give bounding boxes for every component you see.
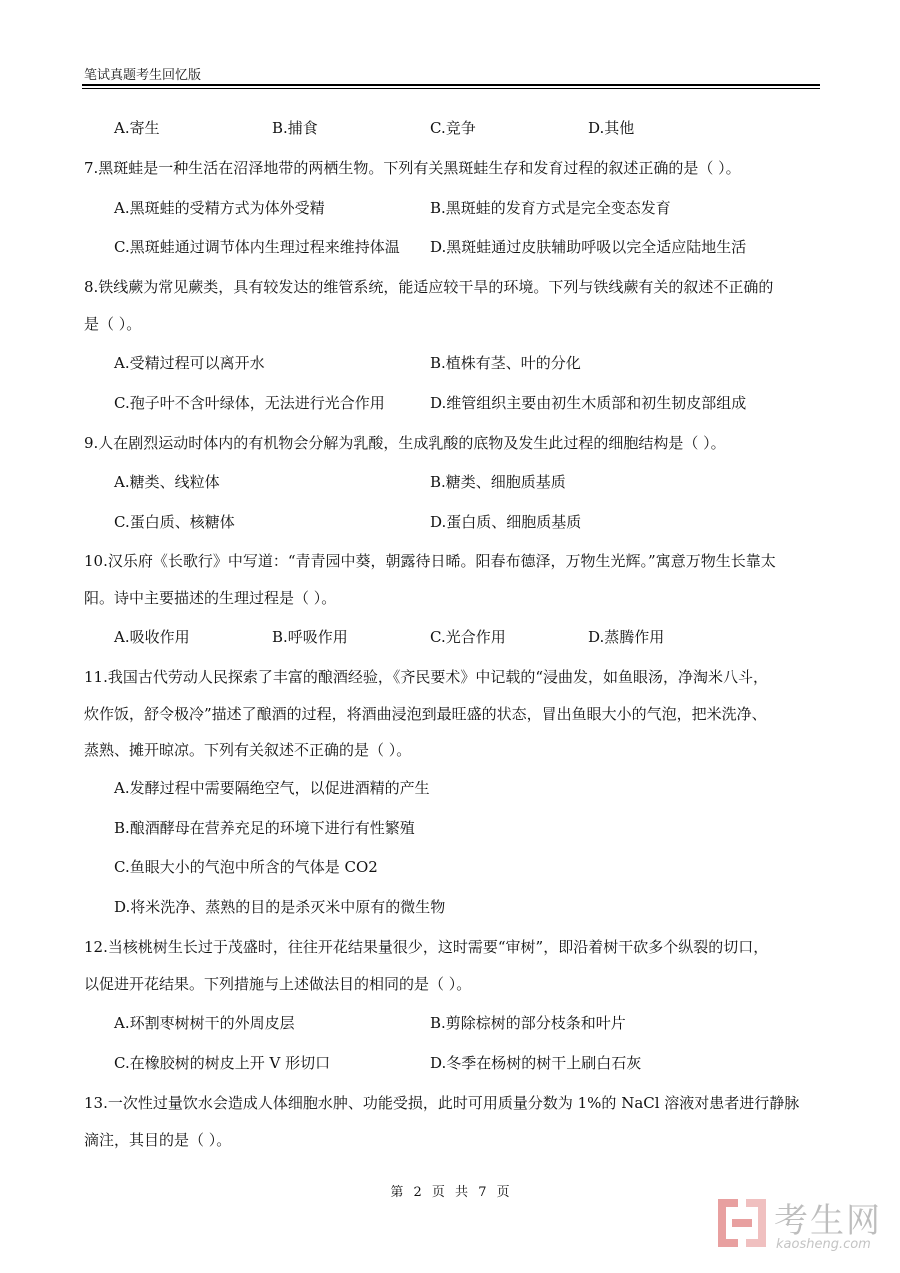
q9-option-b: B.糖类、细胞质基质: [430, 473, 566, 491]
q9-option-d: D.蛋白质、细胞质基质: [430, 513, 582, 531]
q6-option-b: B.捕食: [272, 119, 318, 137]
page-number: 第 2 页 共 7 页: [390, 1185, 510, 1200]
q12-option-d: D.冬季在杨树的树干上刷白石灰: [430, 1054, 642, 1072]
header-divider-thin: [82, 88, 820, 89]
q13-stem-line2: 滴注，其目的是（ ）。: [84, 1131, 232, 1149]
q7-option-c: C.黑斑蛙通过调节体内生理过程来维持体温: [114, 238, 400, 256]
q10-stem-line2: 阳。诗中主要描述的生理过程是（ ）。: [84, 589, 337, 607]
q9-option-c: C.蛋白质、核糖体: [114, 513, 235, 531]
q11-stem-line2: 炊作饭，舒令极冷”描述了酿酒的过程，将酒曲浸泡到最旺盛的状态，冒出鱼眼大小的气泡，把米洗净、: [84, 705, 767, 723]
q10-option-a: A.吸收作用: [114, 628, 190, 646]
q11-option-d: D.将米洗净、蒸熟的目的是杀灭米中原有的微生物: [114, 898, 446, 916]
watermark-brand: 考生网: [774, 1201, 882, 1241]
q9-stem: 9.人在剧烈运动时体内的有机物会分解为乳酸，生成乳酸的底物及发生此过程的细胞结构是（ ）。: [84, 434, 726, 452]
watermark-url: kaosheng.com: [776, 1237, 871, 1252]
q8-stem-line1: 8.铁线蕨为常见蕨类，具有较发达的维管系统，能适应较干旱的环境。下列与铁线蕨有关的叙述不正确的: [84, 278, 774, 296]
q8-option-d: D.维管组织主要由初生木质部和初生韧皮部组成: [430, 394, 747, 412]
q13-stem-line1: 13.一次性过量饮水会造成人体细胞水肿、功能受损，此时可用质量分数为 1%的 NaCl 溶液对患者进行静脉: [84, 1094, 800, 1112]
q11-option-b: B.酿酒酵母在营养充足的环境下进行有性繁殖: [114, 819, 415, 837]
q12-option-a: A.环割枣树树干的外周皮层: [114, 1014, 295, 1032]
header-divider: [82, 84, 820, 86]
watermark-mark-icon: [716, 1197, 768, 1249]
q10-option-d: D.蒸腾作用: [588, 628, 665, 646]
q11-option-a: A.发酵过程中需要隔绝空气，以促进酒精的产生: [114, 779, 430, 797]
q10-option-b: B.呼吸作用: [272, 628, 348, 646]
header-title: 笔试真题考生回忆版: [84, 68, 202, 83]
q11-option-c: C.鱼眼大小的气泡中所含的气体是 CO2: [114, 858, 378, 876]
q9-option-a: A.糖类、线粒体: [114, 473, 220, 491]
q8-option-a: A.受精过程可以离开水: [114, 354, 265, 372]
q11-stem-line1: 11.我国古代劳动人民探索了丰富的酿酒经验，《齐民要术》中记载的“浸曲发，如鱼眼汤，净淘米八斗，: [84, 668, 769, 686]
q6-option-a: A.寄生: [114, 119, 160, 137]
q7-stem: 7.黑斑蛙是一种生活在沼泽地带的两栖生物。下列有关黑斑蛙生存和发育过程的叙述正确的是（ ）。: [84, 159, 741, 177]
q10-stem-line1: 10.汉乐府《长歌行》中写道：“青青园中葵，朝露待日晞。阳春布德泽，万物生光辉。”寓意万物生长靠太: [84, 552, 776, 570]
watermark-logo: [716, 1193, 892, 1263]
q12-stem-line1: 12.当核桃树生长过于茂盛时，往往开花结果量很少，这时需要“审树”，即沿着树干砍多个纵裂的切口，: [84, 938, 769, 956]
q11-stem-line3: 蒸熟、摊开晾凉。下列有关叙述不正确的是（ ）。: [84, 741, 412, 759]
q12-stem-line2: 以促进开花结果。下列措施与上述做法目的相同的是（ ）。: [84, 975, 472, 993]
q8-option-c: C.孢子叶不含叶绿体，无法进行光合作用: [114, 394, 385, 412]
q7-option-d: D.黑斑蛙通过皮肤辅助呼吸以完全适应陆地生活: [430, 238, 747, 256]
q7-option-a: A.黑斑蛙的受精方式为体外受精: [114, 199, 325, 217]
q8-stem-line2: 是（ ）。: [84, 315, 142, 333]
q10-option-c: C.光合作用: [430, 628, 506, 646]
q6-option-d: D.其他: [588, 119, 635, 137]
q6-option-c: C.竞争: [430, 119, 476, 137]
q8-option-b: B.植株有茎、叶的分化: [430, 354, 581, 372]
q12-option-c: C.在橡胶树的树皮上开 V 形切口: [114, 1054, 331, 1072]
q12-option-b: B.剪除棕树的部分枝条和叶片: [430, 1014, 626, 1032]
q7-option-b: B.黑斑蛙的发育方式是完全变态发育: [430, 199, 671, 217]
